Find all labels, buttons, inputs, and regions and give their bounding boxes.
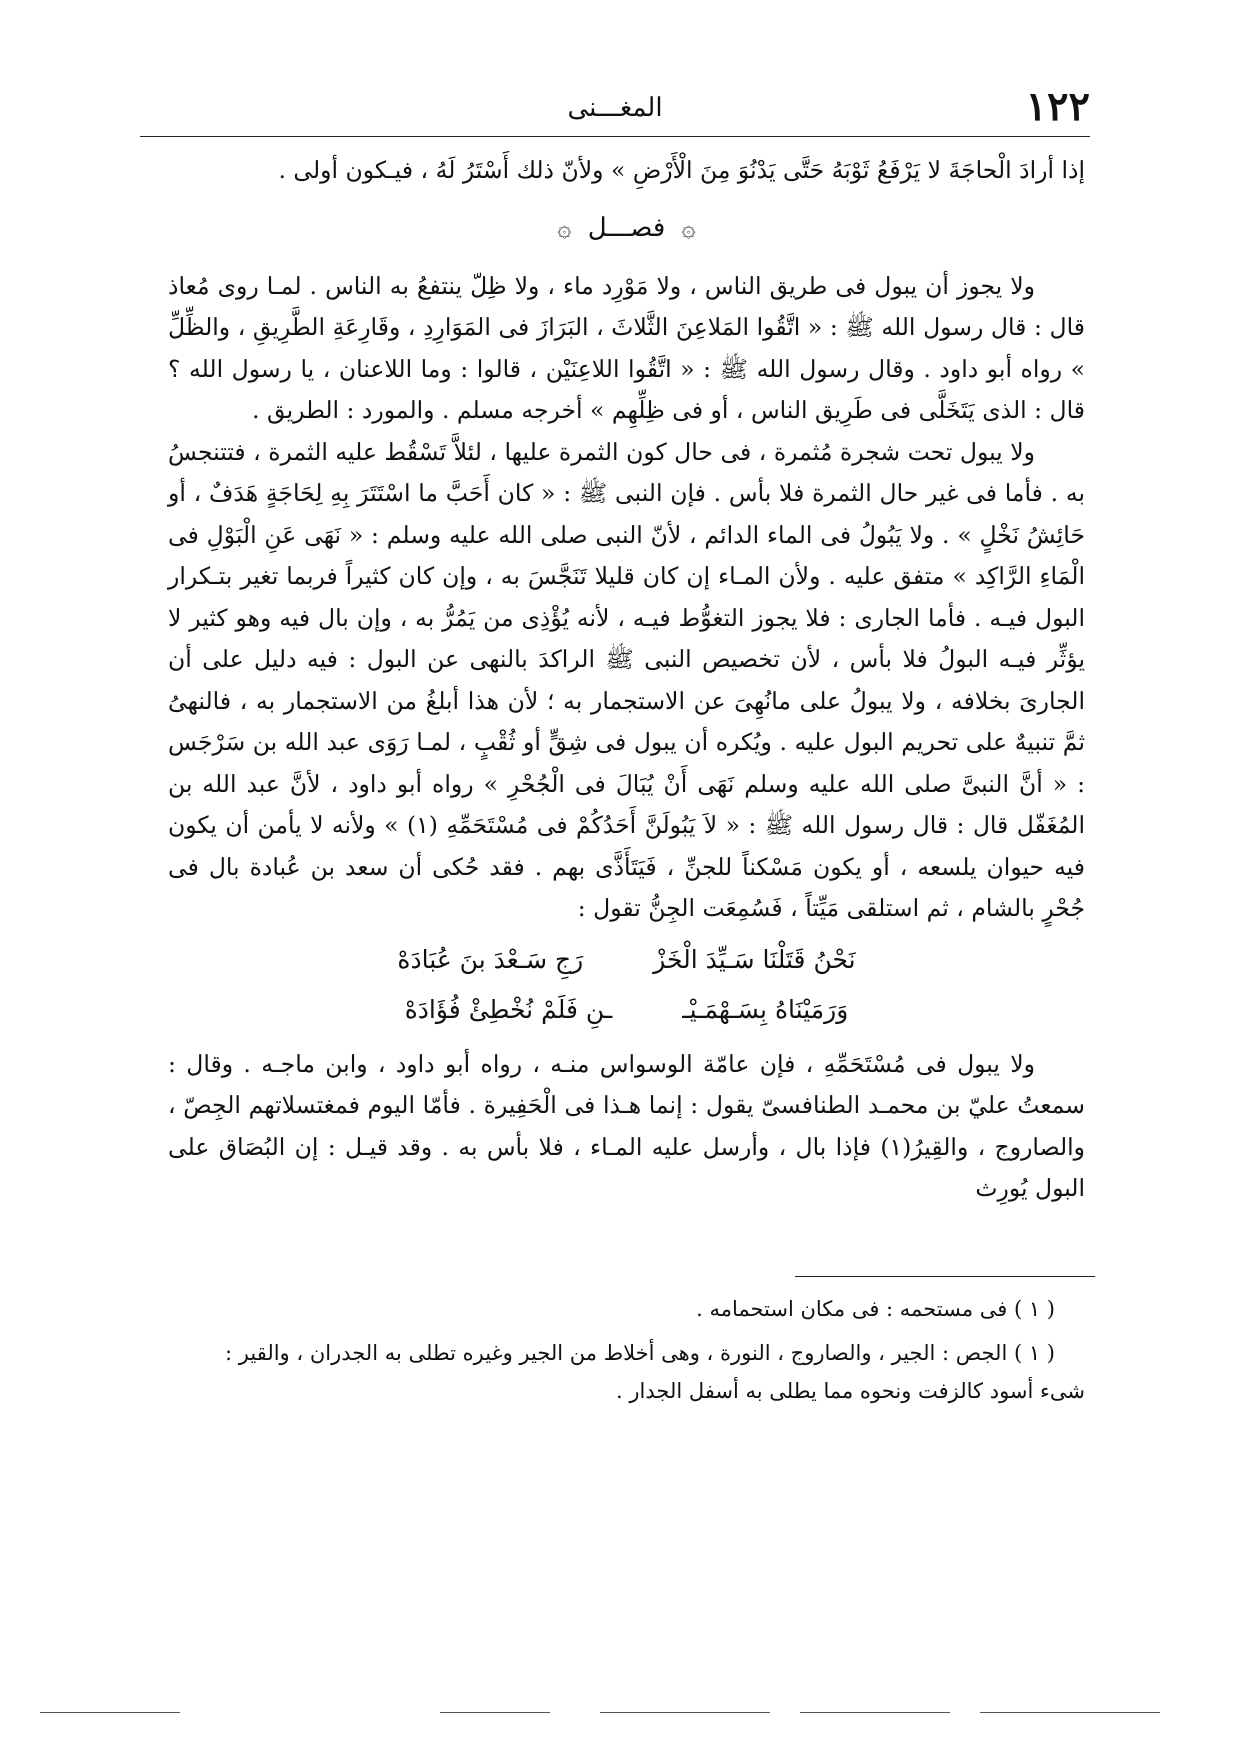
verse-hemistich: وَرَمَيْنَاهُ بِسَـهْمَـيْـ [682, 994, 849, 1024]
main-text [168, 150, 1085, 1210]
poem-verse-1 [168, 934, 1085, 986]
footnote: ( ١ ) فى مستحمه : فى مكان استحمامه . [696, 1297, 1055, 1321]
verse-hemistich: نَحْنُ قَتَلْنَا سَـيِّدَ الْخَزْ [653, 944, 856, 974]
scan-rule [440, 1712, 550, 1713]
scan-rule [980, 1712, 1160, 1713]
header-rule [140, 136, 1090, 137]
section-heading-label: فصـــل [587, 212, 666, 243]
scan-rule [40, 1712, 180, 1713]
verse-hemistich: ـنِ فَلَمْ نُخْطِئْ فُؤَادَهْ [404, 994, 613, 1024]
page-number: ١٢٢ [1025, 83, 1090, 130]
ornament-left-icon: ۞ [557, 213, 572, 242]
paragraph: ولا يبول فى مُسْتَحَمِّهِ ، فإن عامّة الوسواس منـه ، رواه أبو داود ، وابن ماجـه . وقال : سمعتُ عليّ بن محمـد الطنافسىّ يقول : إنما هـذا فى الْحَفِيرة . فأمّا اليوم فمغتسلاتهم الجِصّ ، والصاروج ، والقِيرُ(١) فإذا بال ، وأرسل عليه المـاء ، فلا بأس به . وقد قيـل : إن البُصَاق على البول يُورِث [168, 1049, 1085, 1202]
bottom-scan-rules [40, 1712, 1200, 1716]
paragraph: ولا يجوز أن يبول فى طريق الناس ، ولا مَوْرِد ماء ، ولا ظِلّ ينتفعُ به الناس . لمـا روى مُعاذ قال : قال رسول الله ﷺ : « اتَّقُوا المَلاعِنَ الثَّلاثَ ، البَرَازَ فى المَوَارِدِ ، وقَارِعَةِ الطَّرِيقِ ، والظِّلِّ » رواه أبو داود . وقال رسول الله ﷺ : « اتَّقُوا اللاعِنَيْن ، قالوا : وما اللاعنان ، يا رسول الله ؟ قال : الذى يَتَخَلَّى فى طَرِيق الناس ، أو فى ظِلِّهِم » أخرجه مسلم . والمورد : الطريق . [168, 271, 1085, 424]
footnote-rule [795, 1276, 1095, 1277]
ornament-right-icon: ۞ [681, 213, 696, 242]
scan-rule [600, 1712, 770, 1713]
footnote-continuation: شىء أسود كالزفت ونحوه مما يطلى به أسفل الجدار . [616, 1379, 1085, 1403]
section-heading [168, 198, 1085, 258]
footnote: ( ١ ) الجص : الجير ، والصاروج ، النورة ، وهى أخلاط من الجير وغيره تطلى به الجدران ، والقير : [225, 1341, 1055, 1365]
scan-rule [800, 1712, 950, 1713]
verse-hemistich: رَجِ سَـعْدَ بنَ عُبَادَهْ [397, 944, 584, 974]
poem-verse-2 [168, 984, 1085, 1036]
paragraph-continuation: إذا أرادَ الْحاجَةَ لا يَرْفَعُ ثَوْبَهُ حَتَّى يَدْنُوَ مِنَ الْأَرْضِ » ولأنّ ذلك أَسْتَرُ لَهُ ، فيـكون أولى . [278, 156, 1085, 184]
paragraph: ولا يبول تحت شجرة مُثمرة ، فى حال كون الثمرة عليها ، لئلاَّ تَسْقُط عليه الثمرة ، فتتنجسُ به . فأما فى غير حال الثمرة فلا بأس . فإن النبى ﷺ : « كان أَحَبَّ ما اسْتَتَرَ بِهِ لِحَاجَةٍ هَدَفٌ ، أو حَائِشُ نَخْلٍ » . ولا يَبُولُ فى الماء الدائم ، لأنّ النبى صلى الله عليه وسلم : « نَهَى عَنِ الْبَوْلِ فى الْمَاءِ الرَّاكِد » متفق عليه . ولأن المـاء إن كان قليلا تَنَجَّسَ به ، وإن كان كثيراً فربما تغير بتـكرار البول فيـه . فأما الجارى : فلا يجوز التغوُّط فيـه ، لأنه يُؤْذِى من يَمُرُّ به ، وإن بال فيه وهو كثير لا يؤثِّر فيـه البولُ فلا بأس ، لأن تخصيص النبى ﷺ الراكدَ بالنهى عن البول : فيه دليل على أن الجارىَ بخلافه ، ولا يبولُ على مانُهِىَ عن الاستجمار به ؛ لأن هذا أبلغُ من الاستجمار به ، فالنهىُ ثمَّ تنبيهٌ على تحريم البول عليه . ويُكره أن يبول فى شِقٍّ أو ثُقْبٍ ، لمـا رَوَى عبد الله بن سَرْجَس : « أنَّ النبىَّ صلى الله عليه وسلم نَهَى أَنْ يُبَالَ فى الْجُحْرِ » رواه أبو داود ، لأنَّ عبد الله بن المُغَفّل قال : قال رسول الله ﷺ : « لاَ يَبُولَنَّ أَحَدُكُمْ فى مُسْتَحَمِّهِ (١) » ولأنه لا يأمن أن يكون فيه حيوان يلسعه ، أو يكون مَسْكناً للجنِّ ، فَيَتَأَذَّى بهم . فقد حُكى أن سعد بن عُبادة بال فى جُحْرٍ بالشام ، ثم استلقى مَيِّتاً ، فَسُمِعَت الجِنُّ تقول : [168, 437, 1085, 922]
page-header [140, 82, 1090, 132]
running-title: المغـــنى [567, 93, 663, 123]
footnotes [168, 1290, 1085, 1416]
